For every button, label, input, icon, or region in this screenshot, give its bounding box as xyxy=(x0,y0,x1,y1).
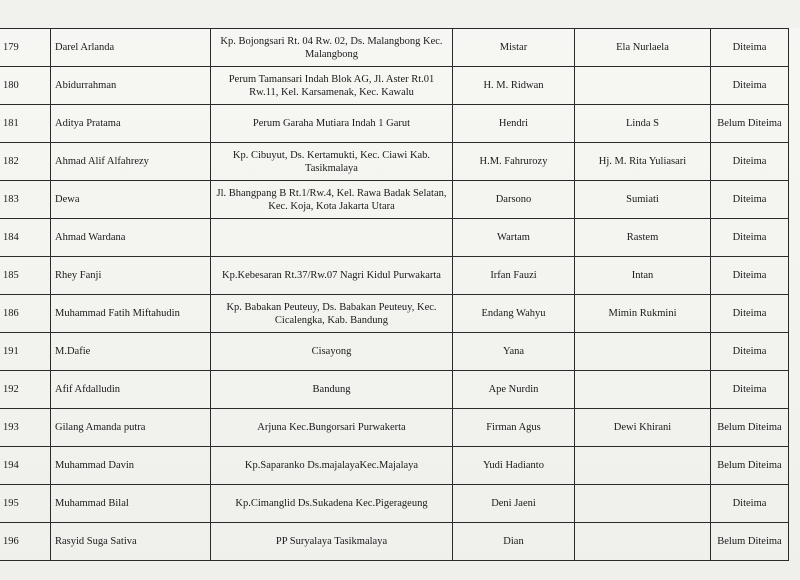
student-name-cell: M.Dafie xyxy=(51,333,211,371)
status-cell: Diteima xyxy=(711,371,789,409)
address-cell: Kp.Kebesaran Rt.37/Rw.07 Nagri Kidul Purwakarta xyxy=(211,257,453,295)
address-cell: Kp.Saparanko Ds.majalayaKec.Majalaya xyxy=(211,447,453,485)
status-cell: Diteima xyxy=(711,295,789,333)
row-number-cell: 192 xyxy=(0,371,51,409)
table-row xyxy=(0,409,789,447)
address-cell: Cisayong xyxy=(211,333,453,371)
row-number-cell: 183 xyxy=(0,181,51,219)
row-number-cell: 181 xyxy=(0,105,51,143)
father-name-cell: Yudi Hadianto xyxy=(453,447,575,485)
status-cell: Diteima xyxy=(711,333,789,371)
table-row xyxy=(0,371,789,409)
status-cell: Belum Diteima xyxy=(711,105,789,143)
row-number-cell: 194 xyxy=(0,447,51,485)
status-cell: Belum Diteima xyxy=(711,409,789,447)
table-row xyxy=(0,143,789,181)
student-name-cell: Darel Arlanda xyxy=(51,29,211,67)
table-row xyxy=(0,523,789,561)
father-name-cell: Firman Agus xyxy=(453,409,575,447)
student-name-cell: Muhammad Bilal xyxy=(51,485,211,523)
father-name-cell: Endang Wahyu xyxy=(453,295,575,333)
address-cell: Perum Tamansari Indah Blok AG, Jl. Aster Rt.01 Rw.11, Kel. Karsamenak, Kec. Kawalu xyxy=(211,67,453,105)
row-number-cell: 185 xyxy=(0,257,51,295)
status-cell: Diteima xyxy=(711,485,789,523)
status-cell: Diteima xyxy=(711,67,789,105)
table-row xyxy=(0,485,789,523)
address-cell xyxy=(211,219,453,257)
table-row xyxy=(0,295,789,333)
mother-name-cell xyxy=(575,485,711,523)
student-name-cell: Rhey Fanji xyxy=(51,257,211,295)
address-cell: Kp. Babakan Peuteuy, Ds. Babakan Peuteuy, Kec. Cicalengka, Kab. Bandung xyxy=(211,295,453,333)
student-name-cell: Muhammad Davin xyxy=(51,447,211,485)
table-row xyxy=(0,257,789,295)
table-row xyxy=(0,333,789,371)
table-row xyxy=(0,67,789,105)
mother-name-cell xyxy=(575,523,711,561)
mother-name-cell: Linda S xyxy=(575,105,711,143)
row-number-cell: 182 xyxy=(0,143,51,181)
father-name-cell: Mistar xyxy=(453,29,575,67)
roster-table-body xyxy=(0,29,789,561)
mother-name-cell xyxy=(575,447,711,485)
student-name-cell: Aditya Pratama xyxy=(51,105,211,143)
address-cell: Kp. Cibuyut, Ds. Kertamukti, Kec. Ciawi Kab. Tasikmalaya xyxy=(211,143,453,181)
father-name-cell: Dian xyxy=(453,523,575,561)
status-cell: Diteima xyxy=(711,181,789,219)
mother-name-cell: Dewi Khirani xyxy=(575,409,711,447)
row-number-cell: 186 xyxy=(0,295,51,333)
mother-name-cell: Rastem xyxy=(575,219,711,257)
father-name-cell: Wartam xyxy=(453,219,575,257)
table-row xyxy=(0,447,789,485)
mother-name-cell: Mimin Rukmini xyxy=(575,295,711,333)
status-cell: Belum Diteima xyxy=(711,523,789,561)
mother-name-cell: Hj. M. Rita Yuliasari xyxy=(575,143,711,181)
address-cell: Kp. Bojongsari Rt. 04 Rw. 02, Ds. Malangbong Kec. Malangbong xyxy=(211,29,453,67)
father-name-cell: Hendri xyxy=(453,105,575,143)
address-cell: Kp.Cimanglid Ds.Sukadena Kec.Pigerageung xyxy=(211,485,453,523)
address-cell: Perum Garaha Mutiara Indah 1 Garut xyxy=(211,105,453,143)
address-cell: Jl. Bhangpang B Rt.1/Rw.4, Kel. Rawa Badak Selatan, Kec. Koja, Kota Jakarta Utara xyxy=(211,181,453,219)
student-name-cell: Ahmad Alif Alfahrezy xyxy=(51,143,211,181)
row-number-cell: 196 xyxy=(0,523,51,561)
father-name-cell: Darsono xyxy=(453,181,575,219)
row-number-cell: 191 xyxy=(0,333,51,371)
address-cell: Bandung xyxy=(211,371,453,409)
address-cell: PP Suryalaya Tasikmalaya xyxy=(211,523,453,561)
page-top-margin xyxy=(0,0,800,28)
student-name-cell: Muhammad Fatih Miftahudin xyxy=(51,295,211,333)
father-name-cell: Ape Nurdin xyxy=(453,371,575,409)
father-name-cell: Deni Jaeni xyxy=(453,485,575,523)
student-name-cell: Rasyid Suga Sativa xyxy=(51,523,211,561)
row-number-cell: 184 xyxy=(0,219,51,257)
mother-name-cell xyxy=(575,67,711,105)
address-cell: Arjuna Kec.Bungorsari Purwakerta xyxy=(211,409,453,447)
student-name-cell: Ahmad Wardana xyxy=(51,219,211,257)
row-number-cell: 179 xyxy=(0,29,51,67)
student-roster-table xyxy=(0,28,789,561)
student-name-cell: Dewa xyxy=(51,181,211,219)
table-row xyxy=(0,105,789,143)
father-name-cell: Irfan Fauzi xyxy=(453,257,575,295)
mother-name-cell xyxy=(575,333,711,371)
mother-name-cell: Sumiati xyxy=(575,181,711,219)
table-row xyxy=(0,219,789,257)
row-number-cell: 195 xyxy=(0,485,51,523)
table-row xyxy=(0,181,789,219)
mother-name-cell xyxy=(575,371,711,409)
row-number-cell: 180 xyxy=(0,67,51,105)
father-name-cell: Yana xyxy=(453,333,575,371)
father-name-cell: H. M. Ridwan xyxy=(453,67,575,105)
status-cell: Diteima xyxy=(711,257,789,295)
father-name-cell: H.M. Fahrurozy xyxy=(453,143,575,181)
status-cell: Diteima xyxy=(711,29,789,67)
row-number-cell: 193 xyxy=(0,409,51,447)
student-name-cell: Gilang Amanda putra xyxy=(51,409,211,447)
status-cell: Belum Diteima xyxy=(711,447,789,485)
table-row xyxy=(0,29,789,67)
mother-name-cell: Ela Nurlaela xyxy=(575,29,711,67)
student-name-cell: Afif Afdalludin xyxy=(51,371,211,409)
status-cell: Diteima xyxy=(711,219,789,257)
status-cell: Diteima xyxy=(711,143,789,181)
student-name-cell: Abidurrahman xyxy=(51,67,211,105)
mother-name-cell: Intan xyxy=(575,257,711,295)
